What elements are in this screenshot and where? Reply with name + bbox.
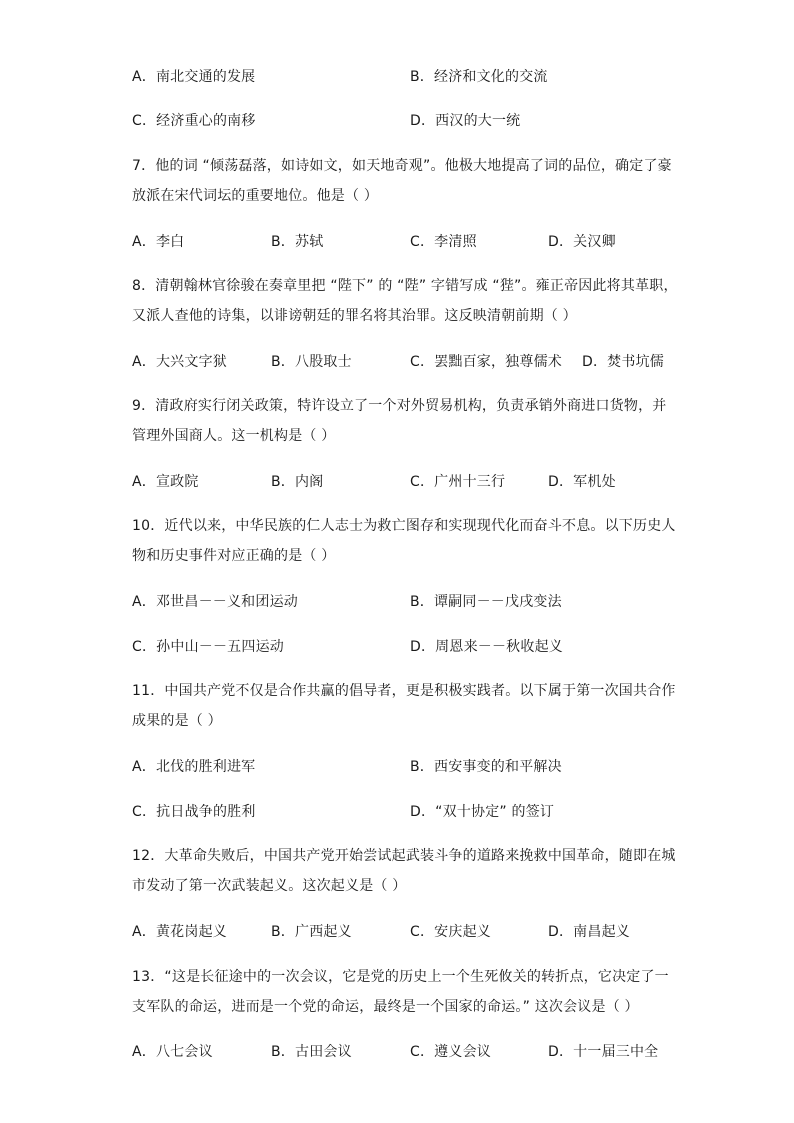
q12-stem-line1: 12．大革命失败后，中国共产党开始尝试起武装斗争的道路来挽救中国革命，随即在城 (132, 848, 676, 864)
q12-stem-line2: 市发动了第一次武装起义。这次起义是（ ） (132, 878, 407, 894)
q10-option-a: A．邓世昌－－义和团运动 (132, 594, 298, 610)
q7-stem-line2: 放派在宋代词坛的重要地位。他是（ ） (132, 188, 379, 204)
q6-option-d: D．西汉的大一统 (410, 113, 521, 129)
q11-option-d: D．“双十协定” 的签订 (410, 804, 555, 820)
q13-option-c: C．遵义会议 (410, 1044, 491, 1060)
q10-option-b: B．谭嗣同－－戊戌变法 (410, 594, 562, 610)
q12-option-c: C．安庆起义 (410, 924, 491, 940)
q10-stem-line2: 物和历史事件对应正确的是（ ） (132, 548, 336, 564)
q11-stem-line1: 11．中国共产党不仅是合作共赢的倡导者，更是积极实践者。以下属于第一次国共合作 (132, 683, 676, 699)
q8-option-c: C．罢黜百家，独尊儒术 (410, 354, 562, 370)
q13-option-d: D．十一届三中全 (548, 1044, 659, 1060)
q8-option-a: A．大兴文字狱 (132, 354, 227, 370)
q8-option-d: D．焚书坑儒 (582, 354, 664, 370)
q7-stem-line1: 7．他的词 “倾荡磊落，如诗如文，如天地奇观”。他极大地提高了词的品位，确定了豪 (132, 158, 672, 174)
q11-option-b: B．西安事变的和平解决 (410, 759, 562, 775)
q8-stem-line2: 又派人查他的诗集，以诽谤朝廷的罪名将其治罪。这反映清朝前期（ ） (132, 308, 577, 324)
q13-stem-line2: 支军队的命运，进而是一个党的命运，最终是一个国家的命运。” 这次会议是（ ） (132, 999, 639, 1015)
q10-option-c: C．孙中山－－五四运动 (132, 639, 284, 655)
q9-option-c: C．广州十三行 (410, 474, 506, 490)
q6-option-b: B．经济和文化的交流 (410, 69, 548, 85)
q9-option-b: B．内阁 (271, 474, 324, 490)
q9-stem-line1: 9．清政府实行闭关政策，特许设立了一个对外贸易机构，负责承销外商进口货物，并 (132, 398, 667, 414)
q9-stem-line2: 管理外国商人。这一机构是（ ） (132, 428, 336, 444)
q13-option-a: A．八七会议 (132, 1044, 213, 1060)
q12-option-a: A．黄花岗起义 (132, 924, 227, 940)
q13-option-b: B．古田会议 (271, 1044, 352, 1060)
q7-option-a: A．李白 (132, 234, 185, 250)
q7-option-d: D．关汉卿 (548, 234, 616, 250)
q8-stem-line1: 8．清朝翰林官徐骏在奏章里把 “陛下” 的 “陛” 字错写成 “狴”。雍正帝因此将其革职， (132, 278, 678, 294)
q9-option-a: A．宣政院 (132, 474, 199, 490)
q11-option-a: A．北伐的胜利进军 (132, 759, 256, 775)
q7-option-c: C．李清照 (410, 234, 477, 250)
q10-stem-line1: 10．近代以来，中华民族的仁人志士为救亡图存和实现现代化而奋斗不息。以下历史人 (132, 518, 676, 534)
q12-option-b: B．广西起义 (271, 924, 352, 940)
q13-stem-line1: 13．“这是长征途中的一次会议，它是党的历史上一个生死攸关的转折点，它决定了一 (132, 969, 669, 985)
q8-option-b: B．八股取士 (271, 354, 352, 370)
q6-option-c: C．经济重心的南移 (132, 113, 256, 129)
q11-stem-line2: 成果的是（ ） (132, 713, 222, 729)
q7-option-b: B．苏轼 (271, 234, 324, 250)
q12-option-d: D．南昌起义 (548, 924, 630, 940)
q6-option-a: A．南北交通的发展 (132, 69, 256, 85)
q11-option-c: C．抗日战争的胜利 (132, 804, 256, 820)
q9-option-d: D．军机处 (548, 474, 616, 490)
q10-option-d: D．周恩来－－秋收起义 (410, 639, 563, 655)
